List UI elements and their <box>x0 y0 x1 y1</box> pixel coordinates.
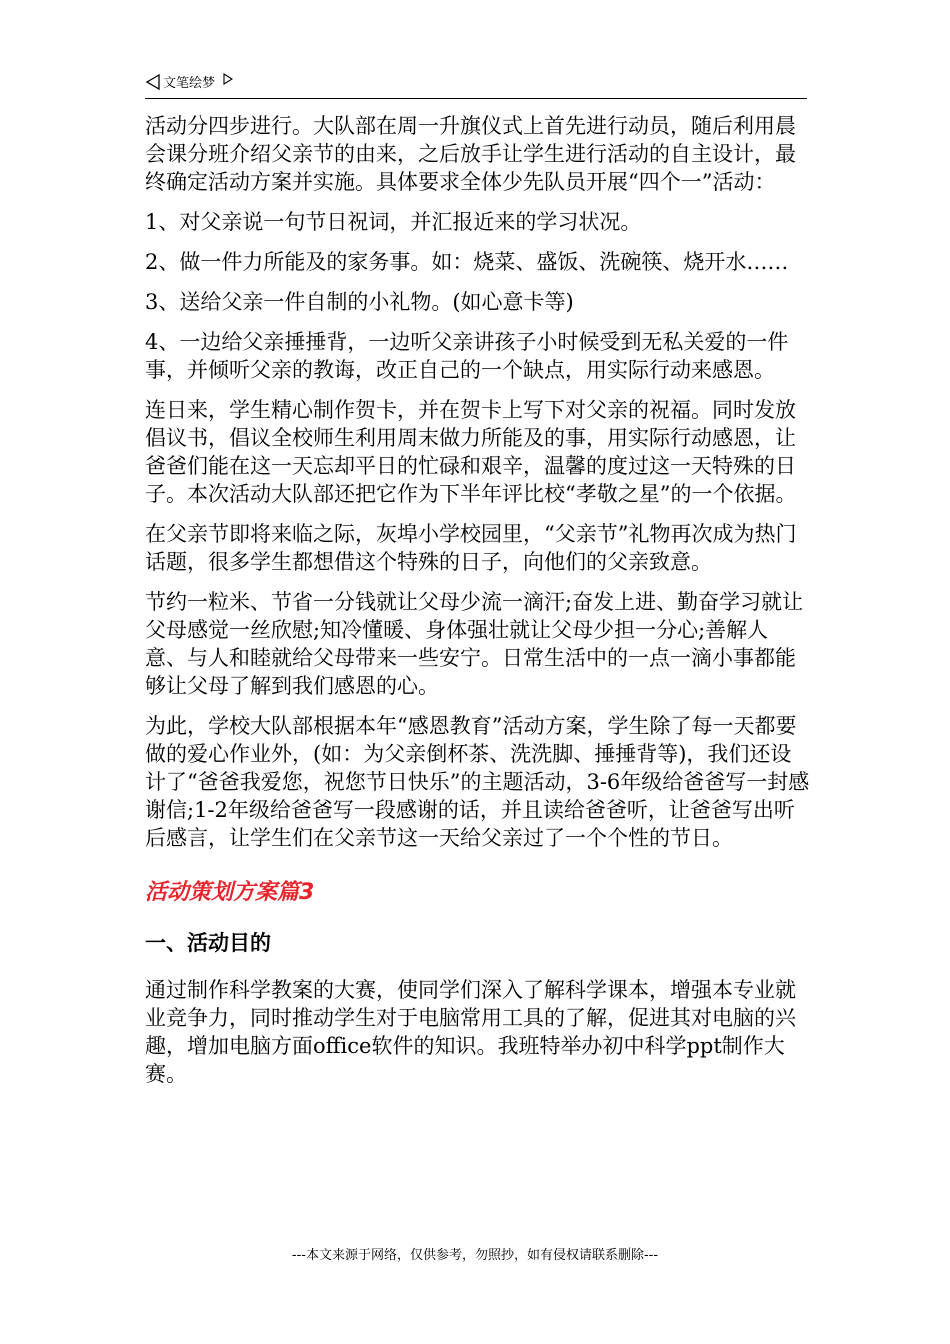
paragraph: 为此，学校大队部根据本年“感恩教育”活动方案，学生除了每一天都要做的爱心作业外，(如：为父亲倒杯茶、洗洗脚、捶捶背等)，我们还设计了“爸爸我爱您，祝您节日快乐”的主题活动，3-6年级给爸爸写一封感谢信;1-2年级给爸爸写一段感谢的话，并且读给爸爸听，让爸爸写出听后感言，让学生们在父亲节这一天给父亲过了一个个性的节日。 <box>145 714 810 850</box>
paragraph: 3、送给父亲一件自制的小礼物。(如心意卡等) <box>145 290 574 314</box>
paragraph: 1、对父亲说一句节日祝词，并汇报近来的学习状况。 <box>145 210 642 234</box>
paragraph: 2、做一件力所能及的家务事。如：烧菜、盛饭、洗碗筷、烧开水…… <box>145 250 789 274</box>
triangle-right-outline-icon <box>223 73 233 85</box>
section-title: 活动策划方案篇3 <box>145 880 315 905</box>
paragraph: 连日来，学生精心制作贺卡，并在贺卡上写下对父亲的祝福。同时发放倡议书，倡议全校师生利用周末做力所能及的事，用实际行动感恩，让爸爸们能在这一天忘却平日的忙碌和艰辛，温馨的度过这一天特殊的日子。本次活动大队部还把它作为下半年评比校“孝敬之星”的一个依据。 <box>145 398 797 506</box>
paragraph: 在父亲节即将来临之际，灰埠小学校园里，“父亲节”礼物再次成为热门话题，很多学生都想借这个特殊的日子，向他们的父亲致意。 <box>145 522 797 574</box>
document-body <box>145 112 810 1100</box>
header-brand <box>145 72 233 91</box>
page-header <box>145 72 807 99</box>
paragraph: 通过制作科学教案的大赛，使同学们深入了解科学课本，增强本专业就业竞争力，同时推动学生对于电脑常用工具的了解，促进其对电脑的兴趣，增加电脑方面office软件的知识。我班特举办初中科学ppt制作大赛。 <box>145 978 796 1086</box>
paragraph: 4、一边给父亲捶捶背，一边听父亲讲孩子小时候受到无私关爱的一件事，并倾听父亲的教诲，改正自己的一个缺点，用实际行动来感恩。 <box>145 330 789 382</box>
paragraph: 节约一粒米、节省一分钱就让父母少流一滴汗;奋发上进、勤奋学习就让父母感觉一丝欣慰;知冷懂暖、身体强壮就让父母少担一分心;善解人意、与人和睦就给父母带来一些安宁。日常生活中的一点一滴小事都能够让父母了解到我们感恩的心。 <box>145 590 804 698</box>
triangle-left-outline-icon <box>145 73 161 91</box>
brand-name: 文笔绘梦 <box>163 76 216 91</box>
paragraph: 活动分四步进行。大队部在周一升旗仪式上首先进行动员，随后利用晨会课分班介绍父亲节的由来，之后放手让学生进行活动的自主设计，最终确定活动方案并实施。具体要求全体少先队员开展“四个一”活动： <box>145 114 796 194</box>
page-footer: ---本文来源于网络，仅供参考，勿照抄，如有侵权请联系删除--- <box>291 1248 659 1263</box>
subheading: 一、活动目的 <box>145 931 271 955</box>
